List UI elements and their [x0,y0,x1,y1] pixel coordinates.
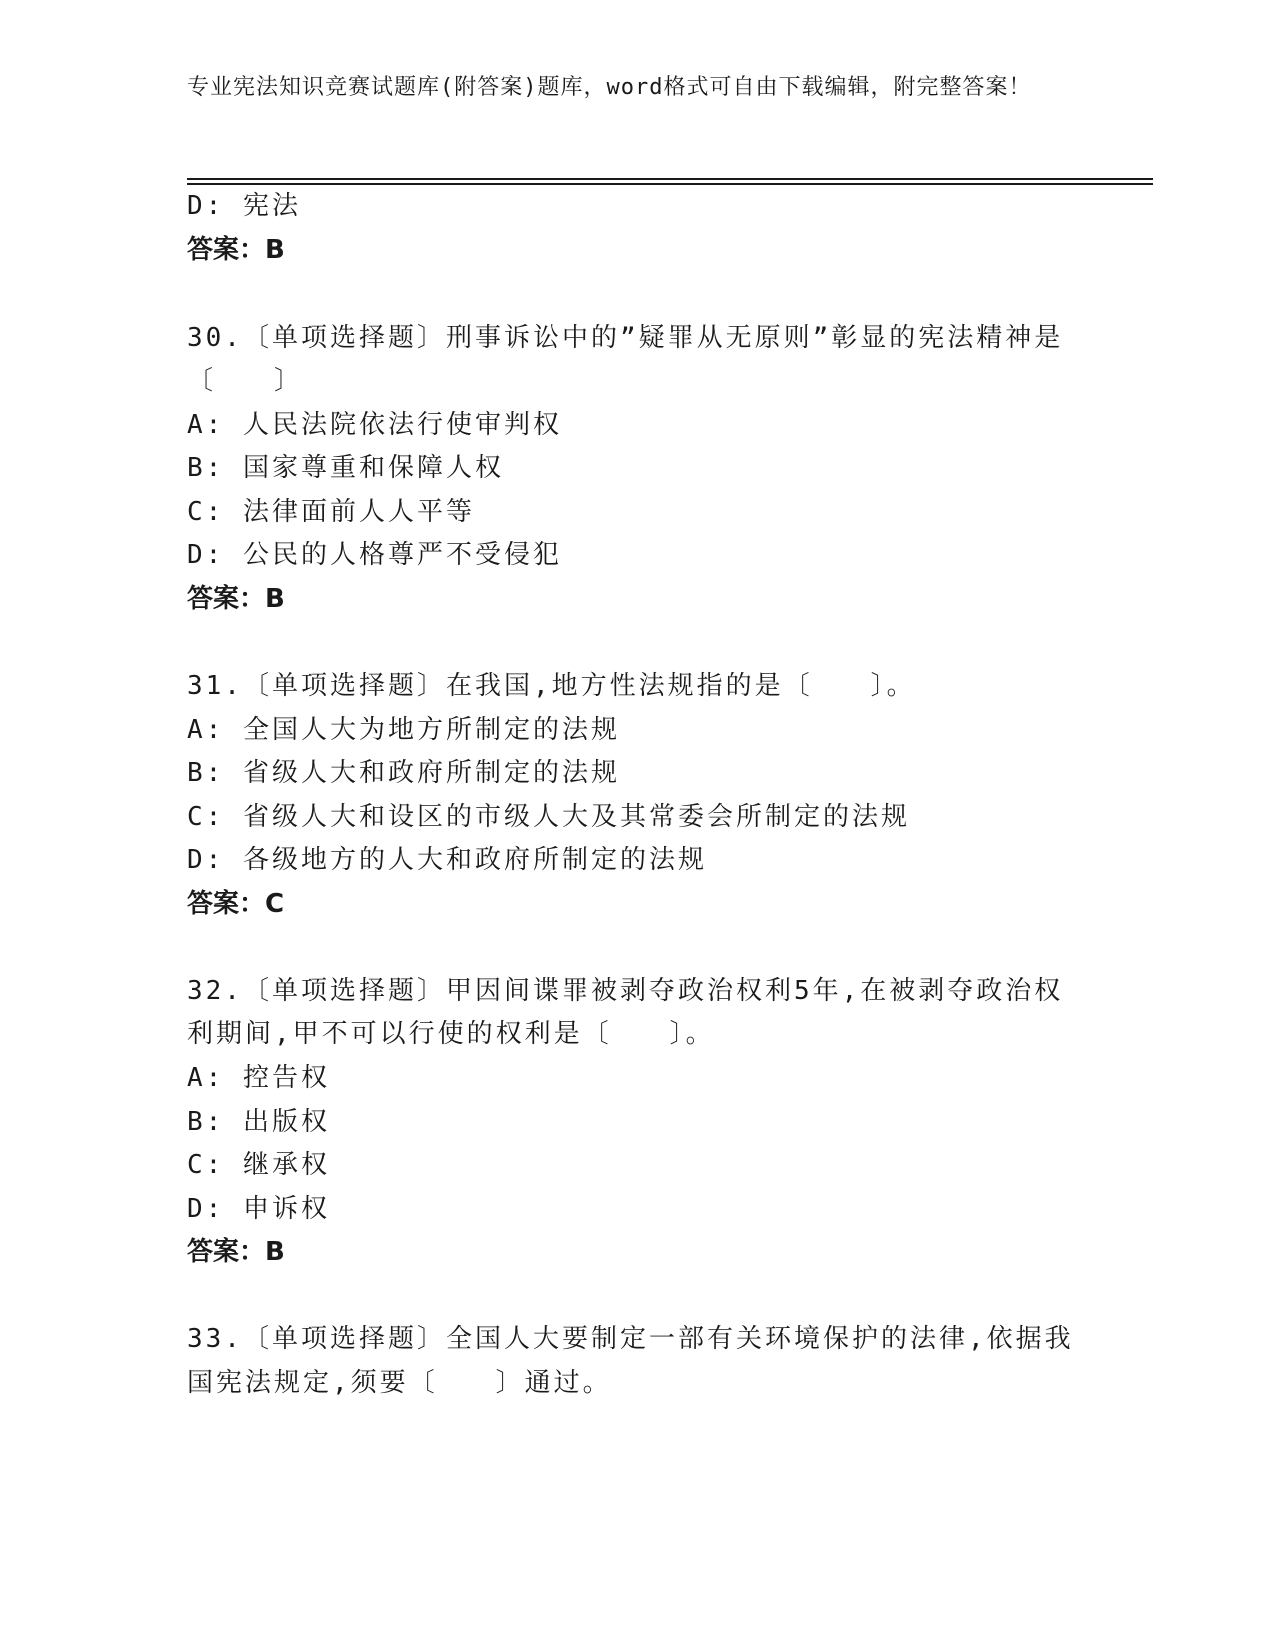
option-d: D: 宪法 [187,191,301,221]
answer: 答案：B [187,235,285,265]
document-header: 专业宪法知识竞赛试题库(附答案)题库，word格式可自由下载编辑，附完整答案！ [187,75,1032,100]
question-text: 33.〔单项选择题〕全国人大要制定一部有关环境保护的法律,依据我 [187,1324,1074,1354]
header-rule-top [187,178,1153,180]
option-d: D: 申诉权 [187,1194,330,1224]
question-text: 〔 〕 [187,366,304,396]
option-a: A: 人民法院依法行使审判权 [187,410,562,440]
option-a: A: 控告权 [187,1063,330,1093]
question-text: 32.〔单项选择题〕甲因间谍罪被剥夺政治权利5年,在被剥夺政治权 [187,976,1064,1006]
option-c: C: 省级人大和设区的市级人大及其常委会所制定的法规 [187,802,910,832]
option-a: A: 全国人大为地方所制定的法规 [187,715,620,745]
option-c: C: 继承权 [187,1150,330,1180]
header-rule-bottom [187,183,1153,185]
option-b: B: 国家尊重和保障人权 [187,453,504,483]
question-text: 31.〔单项选择题〕在我国,地方性法规指的是〔 〕。 [187,671,916,701]
question-text: 30.〔单项选择题〕刑事诉讼中的”疑罪从无原则”彰显的宪法精神是 [187,323,1064,353]
question-text: 利期间,甲不可以行使的权利是〔 〕。 [187,1019,715,1049]
answer: 答案：B [187,1237,285,1267]
option-b: B: 省级人大和政府所制定的法规 [187,758,620,788]
option-c: C: 法律面前人人平等 [187,497,475,527]
answer: 答案：C [187,889,285,919]
option-d: D: 各级地方的人大和政府所制定的法规 [187,845,707,875]
answer: 答案：B [187,584,285,614]
option-b: B: 出版权 [187,1107,330,1137]
option-d: D: 公民的人格尊严不受侵犯 [187,540,562,570]
question-text: 国宪法规定,须要〔 〕通过。 [187,1368,612,1398]
